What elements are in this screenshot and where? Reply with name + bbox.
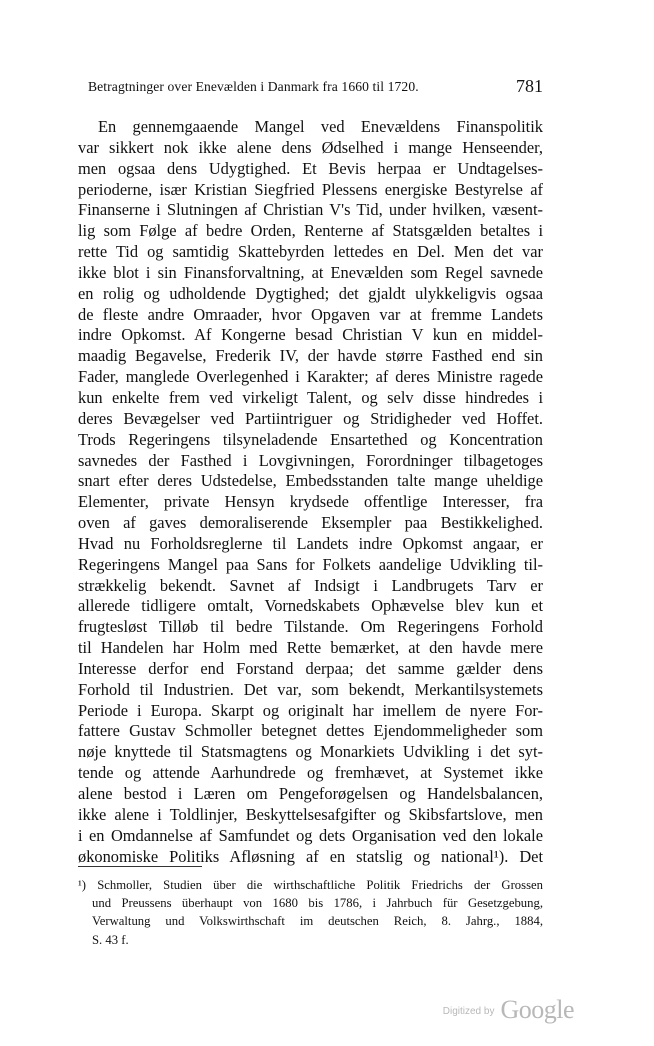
text-line: alene bestod i Læren om Pengeforøgelsen og Handelsbalancen, [78,784,543,803]
text-line: ikke blot i sin Finansforvaltning, at Enevælden som Regel savnede [78,262,543,282]
text-line: perioderne, især Kristian Siegfried Plessens energiske Bestyrelse af [78,179,543,199]
running-title: Betragtninger over Enevælden i Danmark fra 1660 til 1720. [88,79,419,94]
footnote-line: ¹) Schmoller, Studien über die wirthschaftliche Politik Friedrichs der Grossen [78,878,543,892]
text-line: fattere Gustav Schmoller betegnet dettes Ejendommeligheder som [78,721,543,741]
text-line: deres Bevægelser ved Partiintriguer og Stridigheder ved Hoffet. [78,408,543,428]
text-line: nøje knyttede til Statsmagtens og Monarkiets Udvikling i det syt- [78,742,543,762]
text-line: Regeringens Mangel paa Sans for Folkets aandelige Udvikling til- [78,554,543,574]
footnote-line: S. 43 f. [92,932,129,947]
footnote-line: Verwaltung und Volkswirthschaft im deutschen Reich, 8. Jahrg., 1884, [92,914,543,929]
footnotes [78,876,543,949]
watermark-prefix: Digitized by [442,1006,495,1017]
text-line: økonomiske Politiks Afløsning af en statslig og national¹). Det [78,846,543,866]
google-logo: Google [500,995,574,1024]
text-line: var sikkert nok ikke alene dens Ødselhed i mange Henseender, [78,137,543,157]
text-line: de fleste andre Omraader, hvor Opgaven var at fremme Landets [78,304,543,324]
text-line: oven af gaves demoraliserende Eksempler paa Bestikkelighed. [78,513,543,533]
text-line: tende og attende Aarhundrede og fremhævet, at Systemet ikke [78,763,543,783]
footnote-divider [78,866,202,867]
page-number: 781 [516,76,543,96]
text-line: maadig Begavelse, Frederik IV, der havde større Fasthed end sin [78,346,543,366]
text-line: Forhold til Industrien. Det var, som bekendt, Merkantilsystemets [78,679,543,699]
running-header [88,76,543,100]
footnote-line: und Preussens überhaupt von 1680 bis 1786, i Jahrbuch für Gesetzgebung, [92,896,543,911]
text-line: en rolig og udholdende Dygtighed; det gjaldt ulykkeligvis ogsaa [78,283,543,303]
text-line: strækkelig bekendt. Savnet af Indsigt i Landbrugets Tarv er [78,575,543,595]
text-line: indre Opkomst. Af Kongerne besad Christian V kun en middel- [78,325,543,345]
text-line: En gennemgaaende Mangel ved Enevældens Finanspolitik [98,117,543,136]
text-line: Finanserne i Slutningen af Christian V's Tid, under hvilken, væsent- [78,200,543,220]
text-line: Periode i Europa. Skarpt og originalt har imellem de nyere For- [78,700,543,720]
main-text [78,117,543,867]
text-line: Hvad nu Forholdsreglerne til Landets indre Opkomst angaar, er [78,533,543,553]
text-line: lig som Følge af bedre Orden, Renterne af Statsgælden betaltes i [78,221,543,241]
text-line: frugtesløst Tilløb til bedre Tilstande. Om Regeringens Forhold [78,617,543,637]
text-line: snart efter deres Udstedelse, Embedsstanden talte mange uheldige [78,471,543,491]
text-line: allerede tidligere omtalt, Vornedskabets Ophævelse blev kun et [78,596,543,616]
text-line: Trods Regeringens tilsyneladende Ensartethed og Koncentration [78,429,543,449]
text-line: Interesse derfor end Forstand derpaa; det samme gælder dens [78,658,543,678]
text-line: i en Omdannelse af Samfundet og dets Organisation ved den lokale [78,825,543,845]
text-line: ikke alene i Toldlinjer, Beskyttelsesafgifter og Skibsfartslove, men [78,804,543,824]
text-line: rette Tid og samtidig Skattebyrden lettedes en Del. Men det var [78,242,543,262]
text-line: savnedes der Fasthed i Lovgivningen, Forordninger tilbagetoges [78,450,543,470]
text-line: til Handelen har Holm med Rette bemærket, at den havde mere [78,638,543,658]
text-line: men ogsaa dens Udygtighed. Et Bevis herpaa er Undtagelses- [78,158,543,178]
text-line: kun enkelte frem ved virkeligt Talent, og selv disse hindredes i [78,387,543,407]
text-line: Fader, manglede Overlegenhed i Karakter; af deres Ministre ragede [78,367,543,387]
text-line: Elementer, private Hensyn krydsede offentlige Interesser, fra [78,492,543,512]
digitized-watermark [443,995,574,1025]
